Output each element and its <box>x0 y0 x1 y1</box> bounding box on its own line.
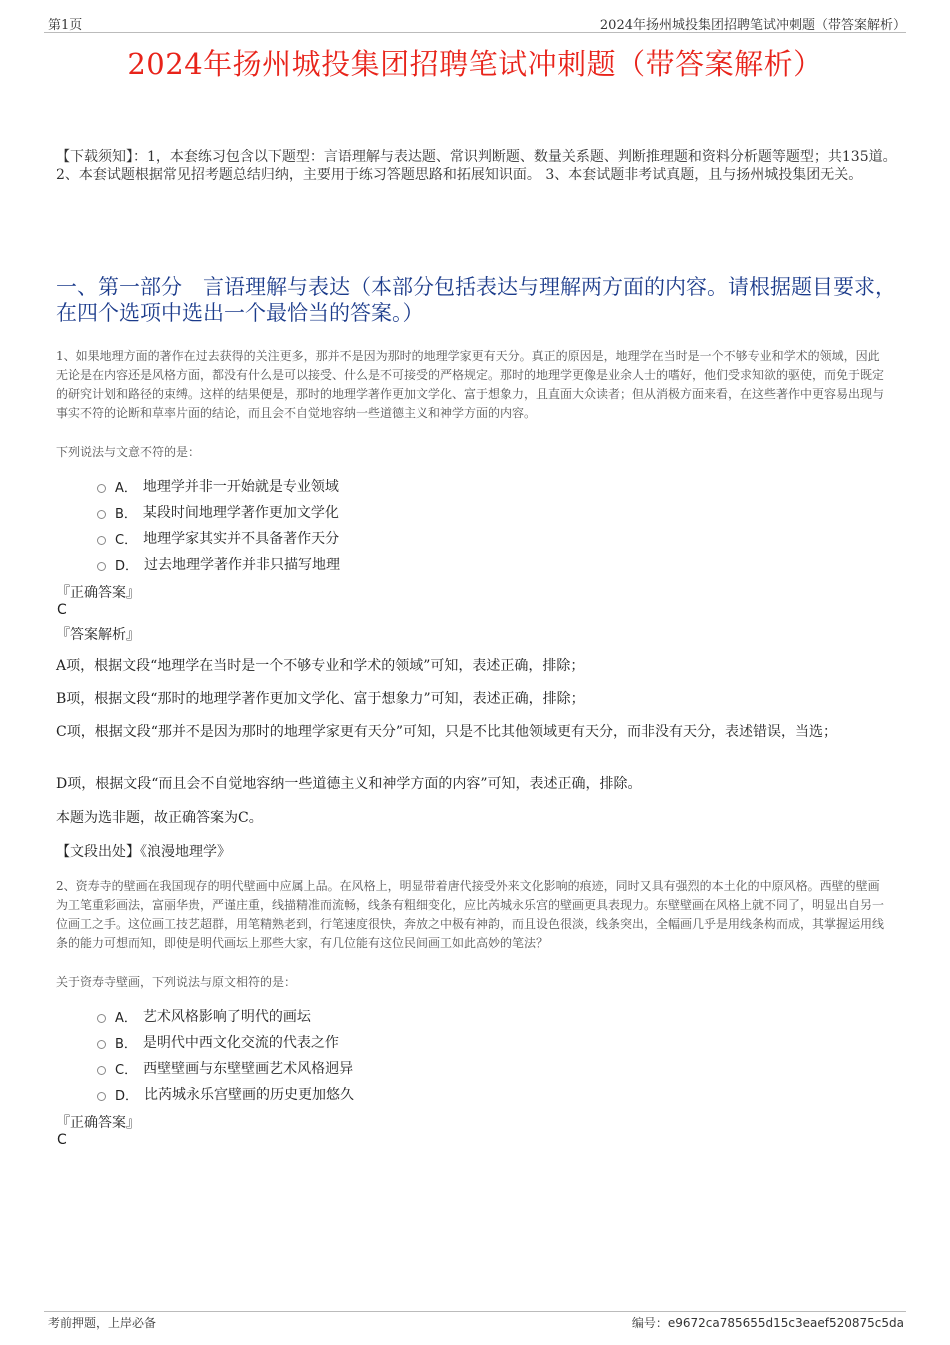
q1-analysis-b: B项，根据文段“那时的地理学著作更加文学化、富于想象力”可知，表述正确，排除； <box>56 691 585 707</box>
q2-answer-label: 『正确答案』 <box>56 1115 140 1131</box>
q2-option-a[interactable] <box>97 1006 311 1026</box>
q1-option-c[interactable] <box>97 528 339 548</box>
q1-analysis-a: A项，根据文段“地理学在当时是一个不够专业和学术的领域”可知，表述正确，排除； <box>56 658 585 674</box>
option-text: 艺术风格影响了明代的画坛 <box>142 1009 311 1025</box>
q1-source: 【文段出处】《浪漫地理学》 <box>56 844 231 860</box>
option-text: 是明代中西文化交流的代表之作 <box>142 1035 339 1051</box>
q1-conclusion: 本题为选非题，故正确答案为C。 <box>56 810 263 826</box>
option-text: 过去地理学著作并非只描写地理 <box>144 557 341 573</box>
radio-icon[interactable] <box>97 1014 106 1023</box>
option-text: 地理学并非一开始就是专业领域 <box>142 479 339 495</box>
q2-option-d[interactable] <box>97 1084 354 1104</box>
radio-icon[interactable] <box>97 1066 106 1075</box>
q1-stem: 下列说法与文意不符的是： <box>56 445 201 459</box>
q1-analysis-d: D项，根据文段“而且会不自觉地容纳一些道德主义和神学方面的内容”可知，表述正确，排除。 <box>56 776 642 792</box>
option-letter: B． <box>115 506 137 522</box>
q1-option-d[interactable] <box>97 554 340 574</box>
radio-icon[interactable] <box>97 1040 106 1049</box>
download-notice: 【下载须知】：1，本套练习包含以下题型：言语理解与表达题、常识判断题、数量关系题、判断推理题和资料分析题等题型；共135道。 2、本套试题根据常见招考题总结归纳，主要用于练习答题思路和拓展知识面。 3、本套试题非考试真题，且与扬州城投集团无关。 <box>56 149 897 183</box>
header-page-number: 第1页 <box>48 18 83 33</box>
q2-passage: 2、资寿寺的壁画在我国现存的明代壁画中应属上品。在风格上，明显带着唐代接受外来文化影响的痕迹，同时又具有强烈的本土化的中原风格。西壁的壁画为工笔重彩画法，富丽华贵，严谨庄重，线描精准而流畅，线条有粗细变化，应比芮城永乐宫的壁画更具表现力。东壁壁画在风格上就不同了，明显出自另一位画工之手。这位画工技艺超群，用笔精熟老到，行笔速度很快，奔放之中极有神韵，而且设色很淡，线条突出，全幅画几乎是用线条构而成，其掌握运用线条的能力可想而知，即使是明代画坛上那些大家，有几位能有这位民间画工如此高妙的笔法？ <box>56 879 885 950</box>
q2-answer: C <box>57 1132 67 1148</box>
radio-icon[interactable] <box>97 1092 106 1101</box>
footer-divider <box>44 1311 906 1312</box>
header-doc-title: 2024年扬州城投集团招聘笔试冲刺题（带答案解析） <box>599 18 906 33</box>
footer-code-value: e9672ca785655d15c3eaef520875c5da <box>667 1316 904 1330</box>
option-letter: D． <box>115 558 139 574</box>
option-text: 地理学家其实并不具备著作天分 <box>143 531 340 547</box>
section-heading: 一、第一部分 言语理解与表达（本部分包括表达与理解两方面的内容。请根据题目要求，在四个选项中选出一个最恰当的答案。） <box>56 275 896 325</box>
option-text: 西壁壁画与东壁壁画艺术风格迥异 <box>143 1061 354 1077</box>
footer-code <box>632 1314 904 1331</box>
q1-answer: C <box>57 602 67 618</box>
footer-code-label: 编号： <box>631 1316 668 1330</box>
option-text: 比芮城永乐宫壁画的历史更加悠久 <box>144 1087 355 1103</box>
q1-analysis-c: C项，根据文段“那并不是因为那时的地理学家更有天分”可知，只是不比其他领域更有天分，而非没有天分，表述错误，当选； <box>56 724 838 740</box>
option-letter: C． <box>115 532 138 548</box>
header-divider <box>44 32 906 33</box>
q2-option-b[interactable] <box>97 1032 339 1052</box>
q1-answer-label: 『正确答案』 <box>56 585 140 601</box>
q1-passage: 1、如果地理方面的著作在过去获得的关注更多，那并不是因为那时的地理学家更有天分。真正的原因是，地理学在当时是一个不够专业和学术的领域，因此无论是在内容还是风格方面，都没有什么是可以接受、什么是不可接受的严格规定。那时的地理学更像是业余人士的嗜好，他们受求知欲的驱使，而免于既定的研究计划和路径的束缚。这样的结果便是，那时的地理学著作更加文学化、富于想象力，且直面大众读者；但从消极方面来看，在这些著作中更容易出现与事实不符的论断和草率片面的结论，而且会不自觉地容纳一些道德主义和神学方面的内容。 <box>56 349 885 420</box>
q2-option-c[interactable] <box>97 1058 353 1078</box>
q1-option-a[interactable] <box>97 476 339 496</box>
q2-stem: 关于资寿寺壁画，下列说法与原文相符的是： <box>56 975 297 989</box>
option-text: 某段时间地理学著作更加文学化 <box>142 505 339 521</box>
option-letter: B． <box>115 1036 137 1052</box>
q1-analysis-label: 『答案解析』 <box>56 627 140 643</box>
radio-icon[interactable] <box>97 536 106 545</box>
option-letter: C． <box>115 1062 138 1078</box>
radio-icon[interactable] <box>97 510 106 519</box>
radio-icon[interactable] <box>97 562 106 571</box>
option-letter: D． <box>115 1088 139 1104</box>
radio-icon[interactable] <box>97 484 106 493</box>
footer-slogan: 考前押题，上岸必备 <box>48 1316 157 1330</box>
q1-option-b[interactable] <box>97 502 339 522</box>
option-letter: A． <box>115 1010 137 1026</box>
document-title: 2024年扬州城投集团招聘笔试冲刺题（带答案解析） <box>127 47 823 81</box>
option-letter: A． <box>115 480 137 496</box>
